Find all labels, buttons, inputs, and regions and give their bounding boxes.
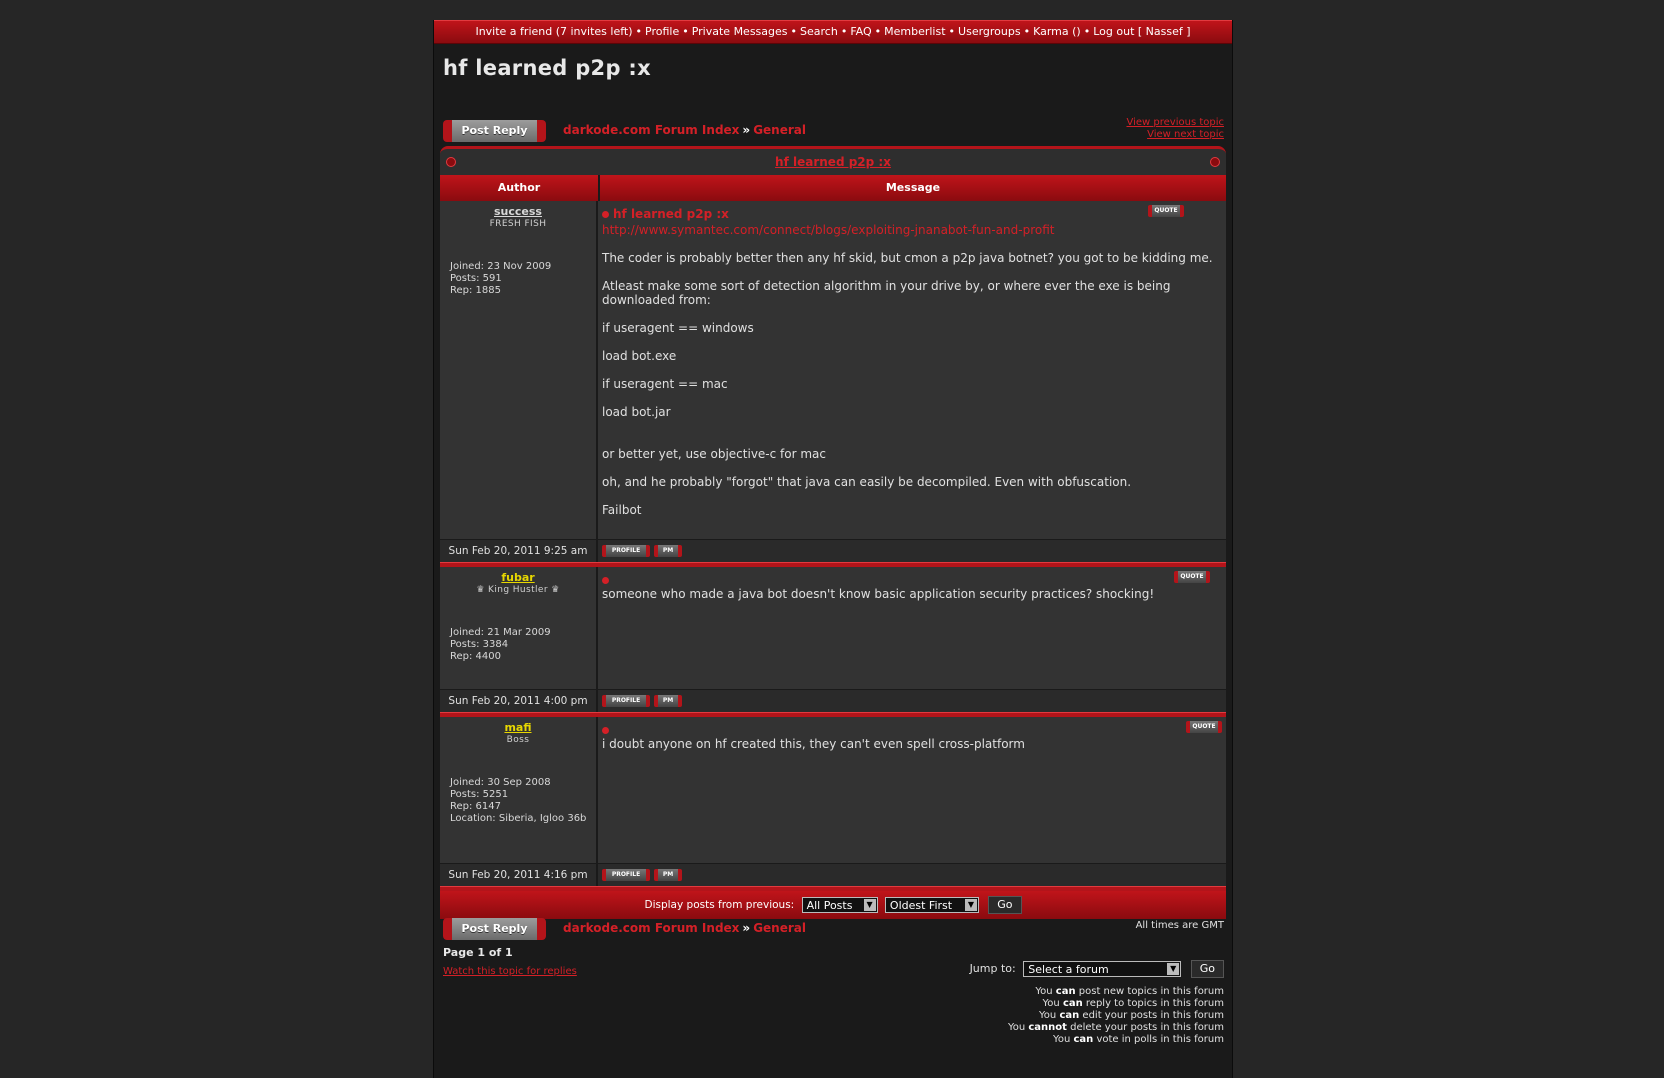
nav-separator: • [635, 25, 643, 38]
nav-search[interactable]: Search [800, 25, 838, 38]
post-date: Sun Feb 20, 2011 9:25 am [440, 540, 598, 562]
permission-line: You can reply to topics in this forum [1042, 998, 1224, 1009]
sort-order-select[interactable] [885, 897, 979, 913]
quote-button[interactable]: QUOTE [1174, 571, 1210, 583]
breadcrumb-forum-index[interactable]: darkode.com Forum Index [563, 123, 740, 137]
pm-button[interactable]: PM [654, 545, 682, 557]
author-post-count: Posts: 5251 [450, 789, 509, 800]
post-paragraph: if useragent == mac [602, 377, 728, 391]
jump-forum-value: Select a forum [1028, 963, 1109, 976]
post-paragraph: load bot.jar [602, 405, 671, 419]
author-rank: Boss [506, 735, 530, 745]
author-username[interactable]: success [494, 205, 542, 218]
breadcrumb-bottom [563, 921, 806, 935]
view-next-topic-link[interactable]: View next topic [1147, 129, 1224, 140]
post-author-panel [440, 201, 598, 539]
posts-period-select[interactable] [802, 897, 878, 913]
filter-go-button[interactable]: Go [988, 896, 1021, 914]
nav-faq[interactable]: FAQ [850, 25, 872, 38]
post-paragraph: load bot.exe [602, 349, 677, 363]
nav-separator: • [948, 25, 956, 38]
post-footer [440, 863, 1226, 886]
author-stats [450, 777, 590, 825]
filter-label: Display posts from previous: [644, 899, 795, 911]
message-column-header: Message [885, 181, 941, 194]
author-stats [450, 261, 551, 297]
permission-line: You can edit your posts in this forum [1039, 1010, 1224, 1021]
author-joined: Joined: 30 Sep 2008 [450, 777, 551, 788]
breadcrumb-separator: » [742, 921, 751, 935]
post-subject-text: hf learned p2p :x [613, 207, 729, 221]
post-paragraph: or better yet, use objective-c for mac [602, 447, 826, 461]
page-wrapper [433, 20, 1233, 1078]
permission-line: You can vote in polls in this forum [1053, 1034, 1224, 1045]
top-navigation-bar [434, 20, 1232, 44]
profile-button[interactable]: PROFILE [602, 869, 650, 881]
nav-invite-friend[interactable]: Invite a friend (7 invites left) [475, 25, 633, 38]
post-icon [602, 727, 609, 734]
post-2 [440, 567, 1226, 717]
author-location: Location: Siberia, Igloo 36b [450, 813, 587, 824]
permission-line: You can post new topics in this forum [1035, 986, 1224, 997]
author-post-count: Posts: 591 [450, 273, 502, 284]
nav-separator: • [1023, 25, 1031, 38]
post-1 [440, 201, 1226, 567]
chevron-down-icon: ▼ [965, 899, 977, 911]
nav-separator: • [1083, 25, 1091, 38]
post-text [602, 223, 1222, 517]
corner-dot-icon [1210, 157, 1220, 167]
post-reply-button[interactable]: Post Reply [443, 120, 546, 142]
breadcrumb-general[interactable]: General [753, 123, 806, 137]
nav-separator: • [790, 25, 798, 38]
page-info: Page 1 of 1 [443, 946, 513, 959]
post-date: Sun Feb 20, 2011 4:00 pm [440, 690, 598, 712]
nav-karma[interactable]: Karma () [1033, 25, 1081, 38]
post-paragraph: oh, and he probably "forgot" that java can easily be decompiled. Even with obfuscation. [602, 475, 1132, 489]
timezone-note: All times are GMT [1135, 920, 1224, 931]
post-divider [440, 886, 1226, 891]
post-footer [440, 689, 1226, 712]
sort-order-value: Oldest First [889, 899, 953, 912]
view-previous-topic-link[interactable]: View previous topic [1126, 117, 1224, 128]
post-reply-button-bottom[interactable]: Post Reply [443, 918, 546, 940]
author-username[interactable]: fubar [501, 571, 535, 584]
table-header-row [440, 175, 1226, 201]
post-text: i doubt anyone on hf created this, they can't even spell cross-platform [602, 737, 1025, 751]
author-post-count: Posts: 3384 [450, 639, 509, 650]
author-rank: FRESH FISH [489, 219, 547, 229]
permission-line: You cannot delete your posts in this forum [1007, 1022, 1224, 1033]
quote-button[interactable]: QUOTE [1148, 205, 1184, 217]
profile-button[interactable]: PROFILE [602, 695, 650, 707]
jump-label: Jump to: [969, 962, 1016, 975]
nav-profile[interactable]: Profile [645, 25, 680, 38]
breadcrumb-forum-index[interactable]: darkode.com Forum Index [563, 921, 740, 935]
author-joined: Joined: 23 Nov 2009 [450, 261, 552, 272]
corner-dot-icon [446, 157, 456, 167]
post-author-panel [440, 717, 598, 863]
post-date: Sun Feb 20, 2011 4:16 pm [440, 864, 598, 886]
display-filter-bar [440, 891, 1226, 919]
nav-usergroups[interactable]: Usergroups [958, 25, 1021, 38]
post-subject [602, 573, 1222, 587]
nav-memberlist[interactable]: Memberlist [884, 25, 946, 38]
watch-topic [443, 966, 577, 977]
post-paragraph: The coder is probably better then any hf skid, but cmon a p2p java botnet? you got to be kidding me. [602, 251, 1213, 265]
author-rank: ♛ King Hustler ♛ [476, 585, 560, 595]
breadcrumb-separator: » [742, 123, 751, 137]
pm-button[interactable]: PM [654, 695, 682, 707]
post-text: someone who made a java bot doesn't know basic application security practices? shocking! [602, 587, 1155, 601]
nav-separator: • [874, 25, 882, 38]
jump-go-button[interactable]: Go [1191, 960, 1224, 978]
post-subject [602, 207, 1222, 221]
post-paragraph: Atleast make some sort of detection algorithm in your drive by, or where ever the exe is being downloaded from: [602, 279, 1171, 307]
post-icon [602, 211, 609, 218]
jump-to-forum [970, 960, 1224, 978]
jump-forum-select[interactable] [1023, 961, 1181, 977]
post-paragraph: if useragent == windows [602, 321, 754, 335]
topic-table [440, 146, 1226, 919]
author-rep: Rep: 6147 [450, 801, 501, 812]
breadcrumb-general[interactable]: General [753, 921, 806, 935]
post-message [598, 717, 1226, 863]
author-rep: Rep: 4400 [450, 651, 501, 662]
page-title: hf learned p2p :x [443, 56, 651, 80]
quote-button[interactable]: QUOTE [1186, 721, 1222, 733]
nav-private-messages[interactable]: Private Messages [691, 25, 788, 38]
post-3 [440, 717, 1226, 891]
post-author-panel [440, 567, 598, 689]
post-footer [440, 539, 1226, 562]
author-rep: Rep: 1885 [450, 285, 501, 296]
chevron-down-icon: ▼ [1167, 963, 1179, 975]
chevron-down-icon: ▼ [864, 899, 876, 911]
post-subject [602, 723, 1222, 737]
topic-title-bar [440, 146, 1226, 175]
topic-title-link[interactable]: hf learned p2p :x [775, 155, 891, 169]
topic-navigation [1126, 117, 1224, 141]
nav-separator: • [840, 25, 848, 38]
forum-permissions [1008, 986, 1224, 1046]
nav-separator: • [682, 25, 689, 38]
post-icon [602, 577, 609, 584]
nav-logout[interactable]: Log out [ Nassef ] [1093, 25, 1191, 38]
breadcrumb [563, 123, 806, 137]
author-joined: Joined: 21 Mar 2009 [450, 627, 551, 638]
post-message [598, 201, 1226, 539]
author-username[interactable]: mafi [504, 721, 532, 734]
watch-topic-link[interactable]: Watch this topic for replies [443, 966, 577, 977]
author-column-header: Author [440, 175, 600, 201]
post-message [598, 567, 1226, 689]
post-link[interactable]: http://www.symantec.com/connect/blogs/exploiting-jnanabot-fun-and-profit [602, 223, 1055, 237]
posts-period-value: All Posts [806, 899, 853, 912]
profile-button[interactable]: PROFILE [602, 545, 650, 557]
post-paragraph: Failbot [602, 503, 642, 517]
author-stats [450, 627, 551, 663]
pm-button[interactable]: PM [654, 869, 682, 881]
